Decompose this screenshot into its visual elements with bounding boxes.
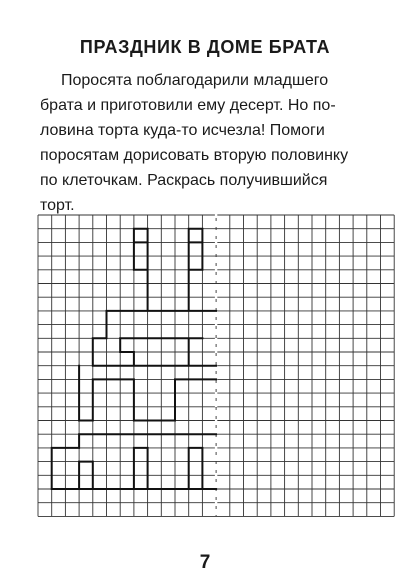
instruction-line: торт. [40, 197, 75, 214]
instruction-line: поросятам дорисовать вторую половинку [40, 147, 349, 164]
instruction-line: по клеточкам. Раскрась получившийся [40, 172, 328, 189]
page-title: ПРАЗДНИК В ДОМЕ БРАТА [79, 37, 331, 57]
page-number: 7 [199, 552, 211, 573]
instruction-line: ловина торта куда-то исчезла! Помоги [40, 122, 325, 139]
cake-half-drawing [52, 229, 216, 489]
instruction-line: брата и приготовили ему десерт. Но по- [40, 97, 336, 114]
instruction-line: Поросята поблагодарили младшего [61, 72, 329, 89]
